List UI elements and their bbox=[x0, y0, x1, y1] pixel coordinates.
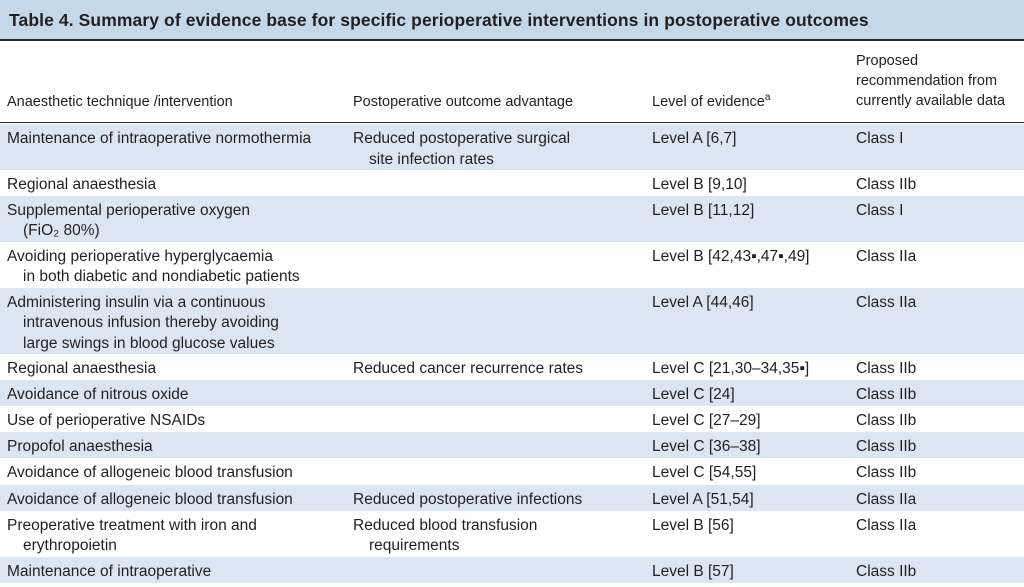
cell-technique-line: intravenous infusion thereby avoiding bbox=[23, 314, 279, 331]
cell-technique-line: Propofol anaesthesia bbox=[7, 437, 153, 455]
cell-recommendation: Class IIb bbox=[856, 463, 917, 481]
cell-evidence: Level C [24] bbox=[644, 380, 848, 406]
cell-outcome bbox=[346, 485, 644, 511]
evidence-table bbox=[0, 124, 1024, 583]
cell-outcome bbox=[346, 196, 644, 242]
cell-outcome bbox=[346, 354, 644, 380]
cell-recommendation: Class I bbox=[848, 124, 1024, 170]
cell-outcome-line: requirements bbox=[369, 537, 460, 554]
cell-recommendation: Class IIb bbox=[856, 411, 917, 429]
table-title-bar bbox=[0, 0, 1024, 41]
cell-technique-line: Avoidance of allogeneic blood transfusion bbox=[7, 463, 293, 481]
cell-evidence: Level B [42,43▪,47▪,49] bbox=[652, 247, 810, 265]
cell-technique-line: Supplemental perioperative oxygen bbox=[7, 201, 250, 219]
cell-recommendation: Class IIb bbox=[848, 432, 1024, 458]
cell-technique bbox=[0, 432, 346, 458]
cell-outcome bbox=[346, 406, 644, 432]
cell-outcome bbox=[346, 432, 644, 458]
header-outcome: Postoperative outcome advantage bbox=[353, 94, 574, 110]
cell-technique-line: Avoiding perioperative hyperglycaemia bbox=[7, 247, 273, 265]
cell-technique-line: Avoidance of allogeneic blood transfusion bbox=[7, 490, 293, 508]
header-evidence-superscript: a bbox=[764, 92, 771, 104]
cell-evidence: Level B [56] bbox=[652, 516, 734, 534]
cell-recommendation: Class IIa bbox=[856, 516, 917, 534]
cell-evidence: Level C [36–38] bbox=[644, 432, 848, 458]
table-header-row bbox=[0, 41, 1024, 123]
cell-recommendation: Class IIa bbox=[856, 247, 917, 265]
table-row bbox=[0, 196, 1024, 242]
cell-technique bbox=[0, 458, 346, 485]
cell-outcome bbox=[346, 458, 644, 485]
cell-evidence: Level B [9,10] bbox=[652, 176, 747, 193]
cell-outcome bbox=[346, 170, 644, 196]
cell-outcome-line: Reduced postoperative infections bbox=[353, 490, 583, 508]
cell-technique bbox=[0, 511, 346, 557]
cell-recommendation: Class IIb bbox=[856, 360, 917, 377]
cell-outcome-line: Reduced blood transfusion bbox=[353, 516, 538, 534]
cell-technique bbox=[0, 354, 346, 380]
cell-technique-line: (FiO₂ 80%) bbox=[23, 222, 100, 239]
cell-technique-line: Preoperative treatment with iron and bbox=[7, 516, 257, 534]
cell-technique-line: Use of perioperative NSAIDs bbox=[7, 411, 206, 429]
cell-evidence: Level C [54,55] bbox=[652, 463, 757, 481]
cell-evidence: Level B [57] bbox=[644, 557, 848, 583]
cell-technique-line: erythropoietin bbox=[23, 537, 117, 554]
cell-technique-line: in both diabetic and nondiabetic patients bbox=[23, 268, 300, 285]
table-row bbox=[0, 557, 1024, 583]
cell-recommendation: Class IIa bbox=[848, 288, 1024, 355]
cell-technique bbox=[0, 196, 346, 242]
header-recommendation bbox=[856, 51, 1005, 111]
cell-recommendation: Class IIb bbox=[848, 557, 1024, 583]
cell-evidence: Level B [11,12] bbox=[644, 196, 848, 242]
cell-technique-line: Maintenance of intraoperative bbox=[7, 562, 212, 580]
table-row bbox=[0, 354, 1024, 380]
table-row bbox=[0, 458, 1024, 485]
table-body bbox=[0, 124, 1024, 583]
cell-technique bbox=[0, 557, 346, 583]
cell-outcome bbox=[346, 380, 644, 406]
cell-evidence: Level A [44,46] bbox=[644, 288, 848, 355]
cell-evidence: Level A [6,7] bbox=[644, 124, 848, 170]
cell-outcome bbox=[346, 124, 644, 170]
cell-outcome bbox=[346, 288, 644, 355]
cell-technique-line: Regional anaesthesia bbox=[7, 176, 157, 193]
cell-recommendation: Class IIb bbox=[856, 176, 917, 193]
cell-outcome-line: Reduced cancer recurrence rates bbox=[353, 360, 584, 377]
cell-recommendation: Class I bbox=[848, 196, 1024, 242]
table-row bbox=[0, 288, 1024, 355]
header-evidence bbox=[652, 92, 770, 112]
cell-evidence: Level C [27–29] bbox=[652, 411, 761, 429]
cell-recommendation: Class IIb bbox=[848, 380, 1024, 406]
header-evidence-text: Level of evidence bbox=[652, 94, 765, 110]
cell-technique bbox=[0, 406, 346, 432]
cell-technique-line: Maintenance of intraoperative normothermia bbox=[7, 130, 312, 147]
cell-outcome bbox=[346, 511, 644, 557]
table-row bbox=[0, 124, 1024, 170]
cell-outcome bbox=[346, 557, 644, 583]
cell-evidence: Level A [51,54] bbox=[644, 485, 848, 511]
cell-technique-line: Administering insulin via a continuous bbox=[7, 293, 266, 311]
cell-technique-line: Regional anaesthesia bbox=[7, 360, 157, 377]
table-row bbox=[0, 380, 1024, 406]
header-technique: Anaesthetic technique /intervention bbox=[7, 94, 233, 110]
cell-evidence: Level C [21,30–34,35▪] bbox=[652, 360, 810, 377]
cell-outcome-line: site infection rates bbox=[369, 150, 494, 168]
cell-outcome-line: Reduced postoperative surgical bbox=[353, 130, 571, 147]
cell-technique bbox=[0, 124, 346, 170]
cell-technique-line: Avoidance of nitrous oxide bbox=[7, 385, 189, 403]
cell-technique bbox=[0, 380, 346, 406]
table-row bbox=[0, 242, 1024, 288]
cell-outcome bbox=[346, 242, 644, 288]
cell-technique bbox=[0, 288, 346, 355]
cell-technique bbox=[0, 485, 346, 511]
cell-technique bbox=[0, 242, 346, 288]
cell-recommendation: Class IIa bbox=[848, 485, 1024, 511]
header-recommendation-line: recommendation from bbox=[856, 73, 998, 89]
cell-technique-line: large swings in blood glucose values bbox=[23, 334, 275, 352]
cell-technique bbox=[0, 170, 346, 196]
header-recommendation-line: Proposed bbox=[856, 53, 919, 69]
table-row bbox=[0, 406, 1024, 432]
table-row bbox=[0, 170, 1024, 196]
header-recommendation-line: currently available data bbox=[856, 93, 1006, 109]
table-row bbox=[0, 432, 1024, 458]
table-row bbox=[0, 485, 1024, 511]
table-title: Table 4. Summary of evidence base for specific perioperative interventions in postoperative outcomes bbox=[9, 10, 869, 30]
table-row bbox=[0, 511, 1024, 557]
